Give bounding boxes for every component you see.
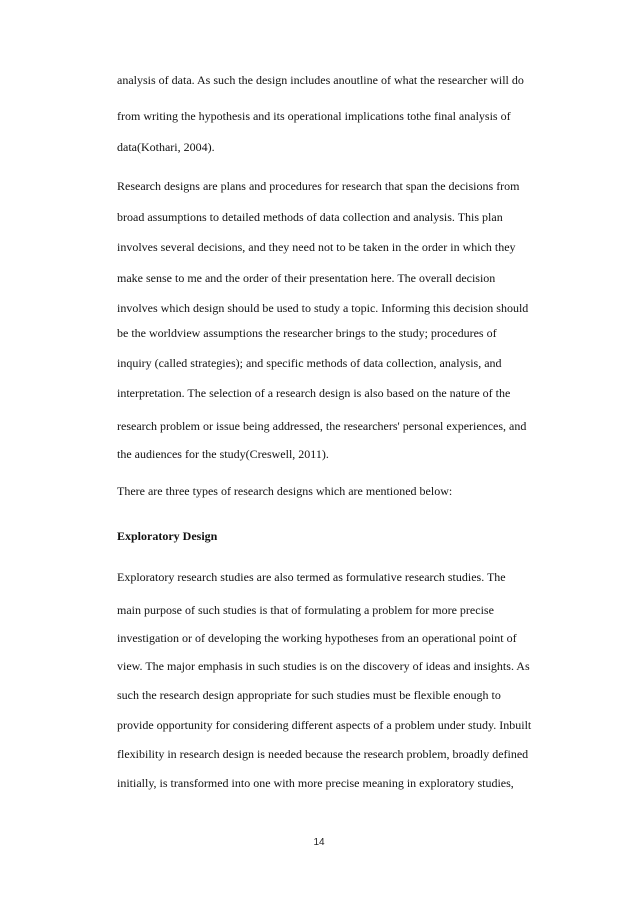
text-line: investigation or of developing the working hypotheses from an operational point of xyxy=(117,631,517,645)
text-line: analysis of data. As such the design includes anoutline of what the researcher will do xyxy=(117,73,524,87)
text-line: provide opportunity for considering different aspects of a problem under study. Inbuilt xyxy=(117,718,532,732)
text-line: research problem or issue being addressed, the researchers' personal experiences, and xyxy=(117,419,527,433)
text-line: flexibility in research design is needed because the research problem, broadly defined xyxy=(117,747,529,761)
text-line: main purpose of such studies is that of formulating a problem for more precise xyxy=(117,603,494,617)
section-heading: Exploratory Design xyxy=(117,529,218,543)
text-line: the audiences for the study(Creswell, 2011). xyxy=(117,447,329,461)
text-line: interpretation. The selection of a research design is also based on the nature of the xyxy=(117,386,511,400)
text-line: broad assumptions to detailed methods of data collection and analysis. This plan xyxy=(117,210,503,224)
text-line: from writing the hypothesis and its operational implications tothe final analysis of xyxy=(117,109,511,123)
text-line: be the worldview assumptions the researcher brings to the study; procedures of xyxy=(117,326,497,340)
text-line: initially, is transformed into one with more precise meaning in exploratory studies, xyxy=(117,776,514,790)
page-number: 14 xyxy=(313,837,325,848)
text-line: Research designs are plans and procedures for research that span the decisions from xyxy=(117,179,520,193)
text-line: such the research design appropriate for such studies must be flexible enough to xyxy=(117,688,501,702)
text-line: involves several decisions, and they need not to be taken in the order in which they xyxy=(117,240,516,254)
text-line: involves which design should be used to study a topic. Informing this decision should xyxy=(117,301,529,315)
text-line: inquiry (called strategies); and specific methods of data collection, analysis, and xyxy=(117,356,502,370)
text-line: There are three types of research designs which are mentioned below: xyxy=(117,484,453,498)
text-line: data(Kothari, 2004). xyxy=(117,140,215,154)
text-line: make sense to me and the order of their presentation here. The overall decision xyxy=(117,271,496,285)
text-line: Exploratory research studies are also termed as formulative research studies. The xyxy=(117,570,506,584)
text-line: view. The major emphasis in such studies is on the discovery of ideas and insights. As xyxy=(117,659,530,673)
